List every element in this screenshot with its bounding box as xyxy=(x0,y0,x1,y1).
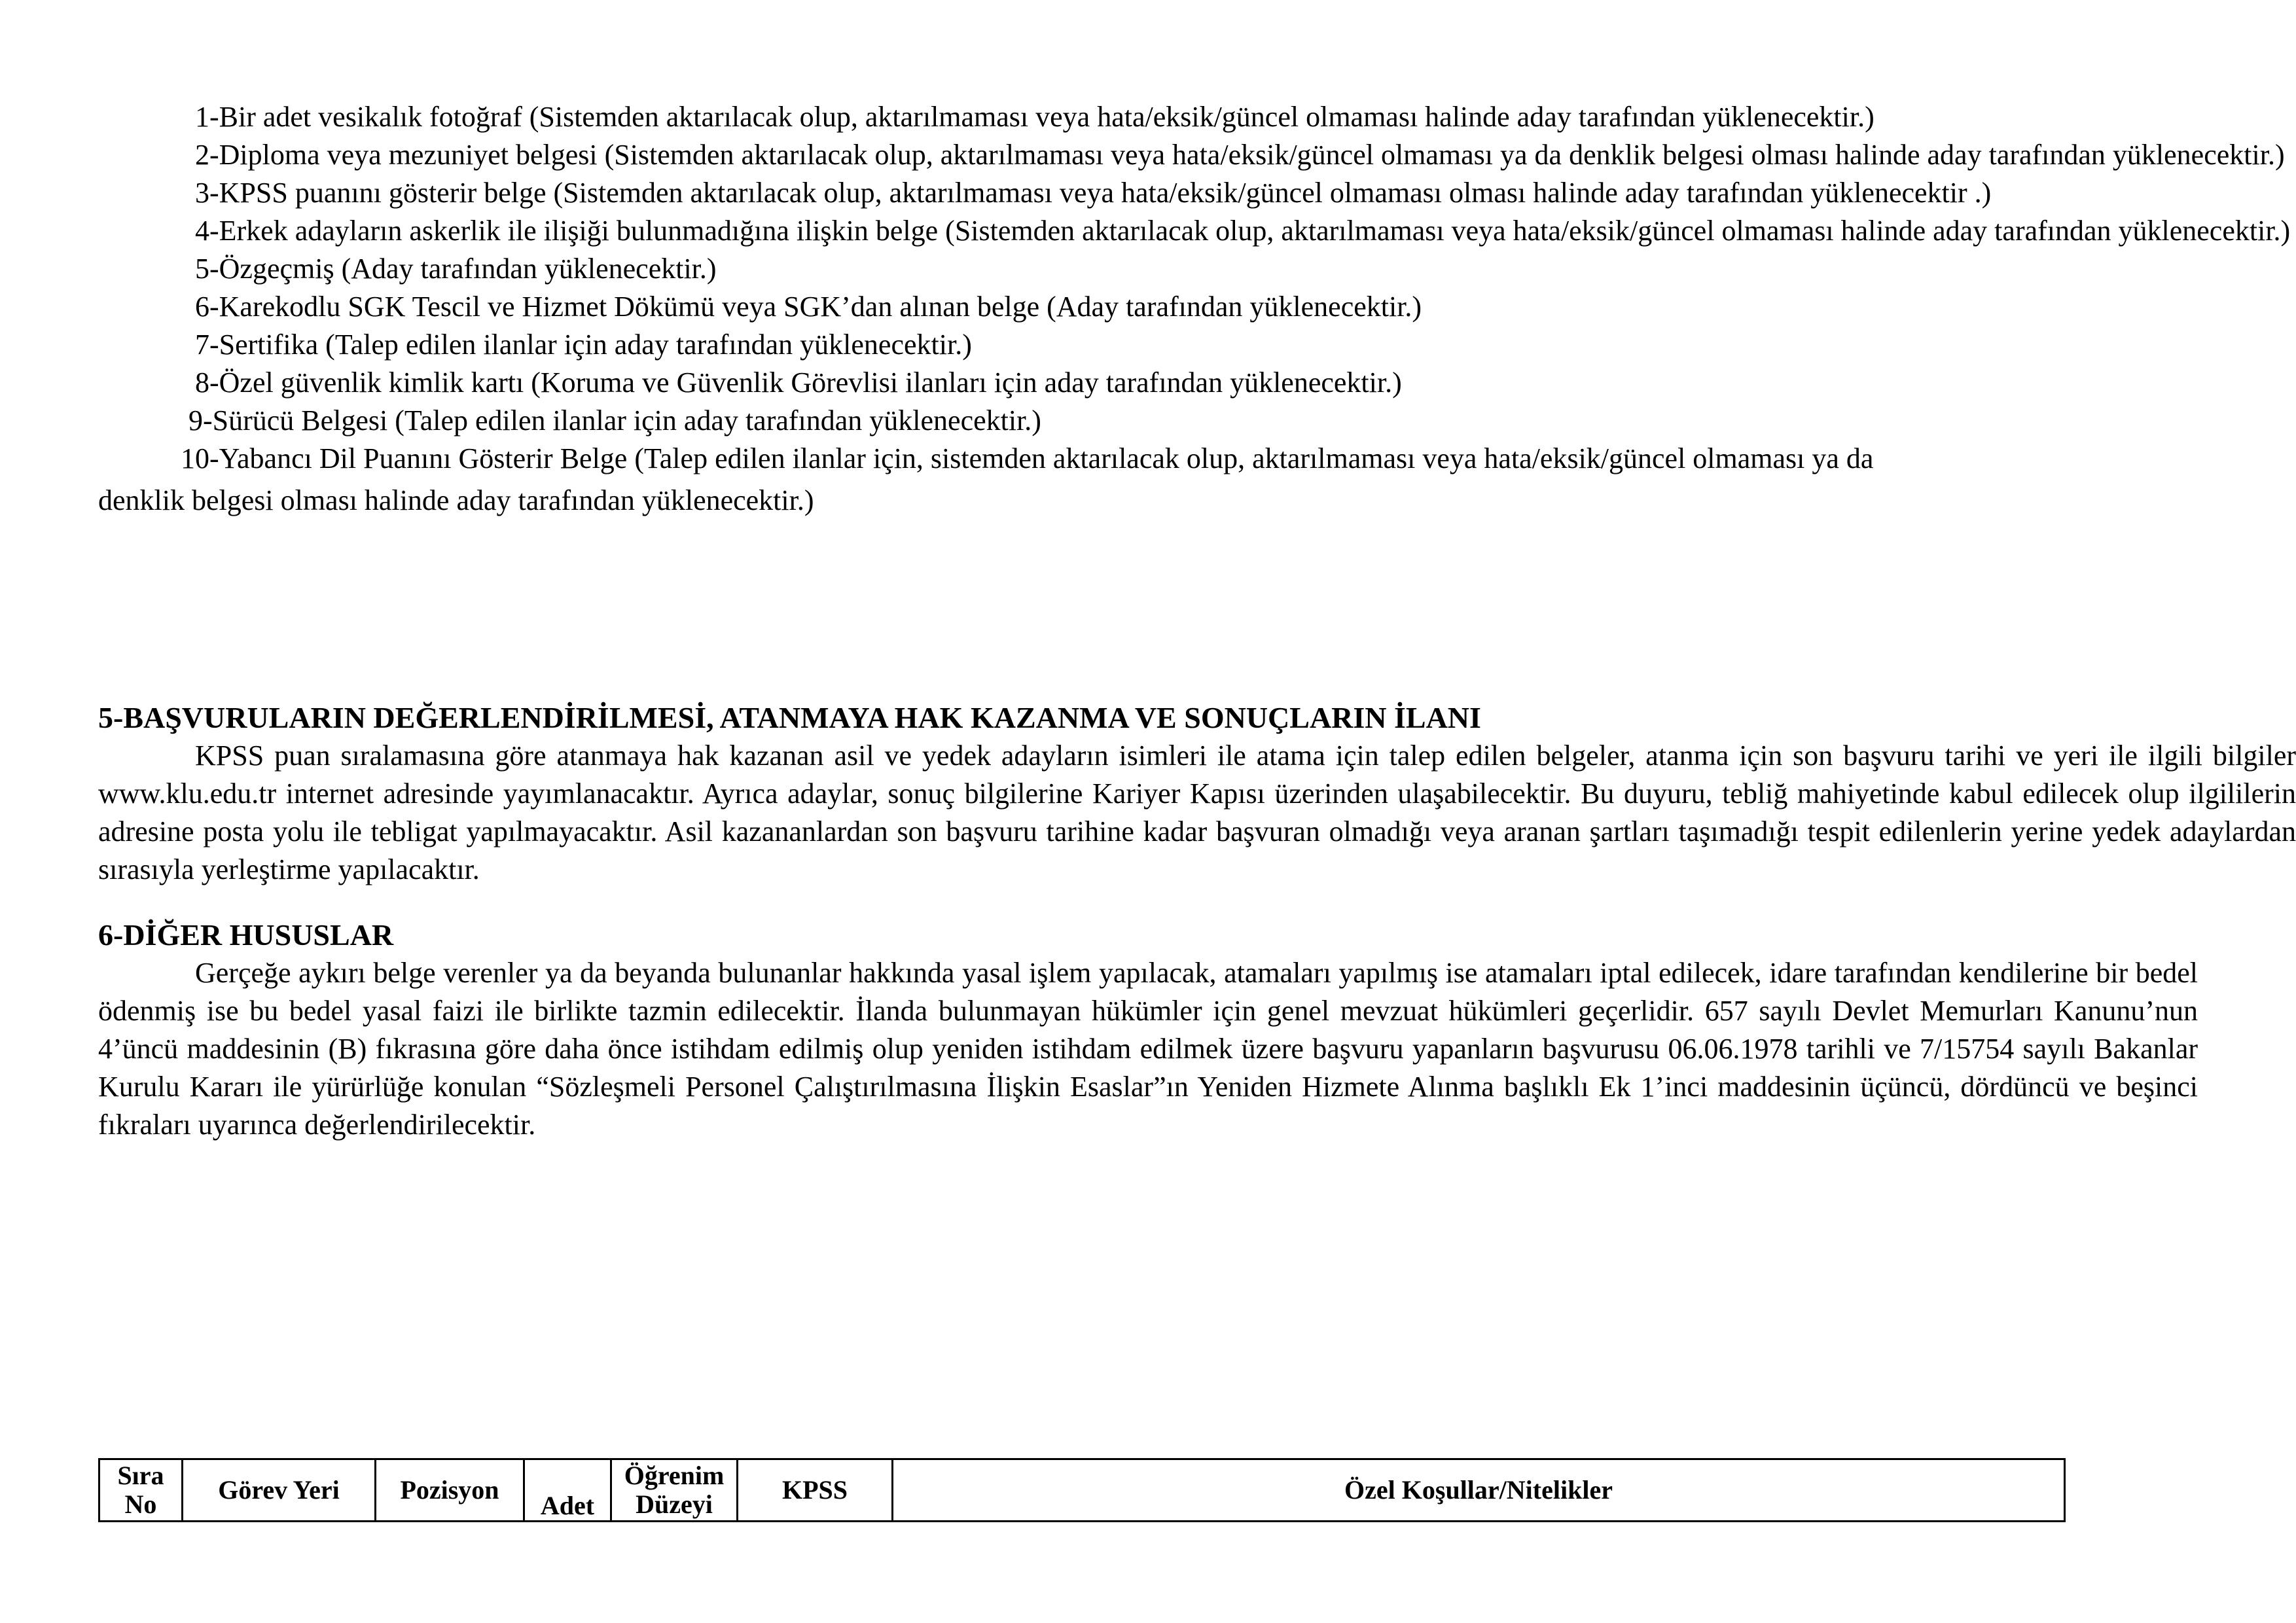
table-header-row xyxy=(99,1459,2065,1522)
header-ogrenim-duzeyi: Öğrenim Düzeyi xyxy=(611,1459,738,1522)
header-gorev-yeri: Görev Yeri xyxy=(183,1459,376,1522)
header-adet: Adet xyxy=(524,1459,611,1522)
document-item-4: 4-Erkek adayların askerlik ile ilişiği bulunmadığına ilişkin belge (Sistemden aktarılacak olup, aktarılmaması veya hata/eksik/güncel olmaması halinde aday tarafından yüklenecektir.) xyxy=(195,215,2291,247)
positions-table xyxy=(98,1458,2066,1522)
section-6-heading: 6-DİĞER HUSUSLAR xyxy=(98,918,394,952)
section-5-heading: 5-BAŞVURULARIN DEĞERLENDİRİLMESİ, ATANMAYA HAK KAZANMA VE SONUÇLARIN İLANI xyxy=(98,701,1481,734)
document-item-9: 9-Sürücü Belgesi (Talep edilen ilanlar için aday tarafından yüklenecektir.) xyxy=(188,404,1041,437)
document-item-6: 6-Karekodlu SGK Tescil ve Hizmet Dökümü veya SGK’dan alınan belge (Aday tarafından yüklenecektir.) xyxy=(195,291,1422,323)
section-6-body: Gerçeğe aykırı belge verenler ya da beyanda bulunanlar hakkında yasal işlem yapılacak, atamaları yapılmış ise atamaları iptal edilecek, idare tarafından kendilerine bir bedel ödenmiş ise bu bedel yasal faizi ile birlikte tazmin edilecektir. İlanda bulunmayan hükümler için genel mevzuat hükümleri geçerlidir. 657 sayılı Devlet Memurları Kanunu’nun 4’üncü maddesinin (B) fıkrasına göre daha önce istihdam edilmiş olup yeniden istihdam edilmek üzere başvuru yapanların başvurusu 06.06.1978 tarihli ve 7/15754 sayılı Bakanlar Kurulu Kararı ile yürürlüğe konulan “Sözleşmeli Personel Çalıştırılmasına İlişkin Esaslar”ın Yeniden Hizmete Alınma başlıklı Ek 1’inci maddesinin üçüncü, dördüncü ve beşinci fıkraları uyarınca değerlendirilecektir. xyxy=(98,957,2198,1141)
document-item-3: 3-KPSS puanını gösterir belge (Sistemden aktarılacak olup, aktarılmaması veya hata/eksik/güncel olmaması olması halinde aday tarafından yüklenecektir .) xyxy=(195,177,1992,209)
document-item-2: 2-Diploma veya mezuniyet belgesi (Sistemden aktarılacak olup, aktarılmaması veya hata/eksik/güncel olmaması ya da denklik belgesi olması halinde aday tarafından yüklenecektir.) xyxy=(195,139,2285,171)
header-sira-no: Sıra No xyxy=(99,1459,183,1522)
header-pozisyon: Pozisyon xyxy=(376,1459,524,1522)
document-item-7: 7-Sertifika (Talep edilen ilanlar için aday tarafından yüklenecektir.) xyxy=(195,329,972,361)
document-item-5: 5-Özgeçmiş (Aday tarafından yüklenecektir.) xyxy=(195,253,717,285)
document-item-1: 1-Bir adet vesikalık fotoğraf (Sistemden aktarılacak olup, aktarılmaması veya hata/eksik/güncel olmaması halinde aday tarafından yüklenecektir.) xyxy=(195,101,1874,133)
document-item-8: 8-Özel güvenlik kimlik kartı (Koruma ve Güvenlik Görevlisi ilanları için aday tarafından yüklenecektir.) xyxy=(195,366,1402,399)
header-ozel-kosullar: Özel Koşullar/Nitelikler xyxy=(893,1459,2065,1522)
header-kpss: KPSS xyxy=(738,1459,893,1522)
required-documents-list xyxy=(98,98,2296,520)
section-5-body: KPSS puan sıralamasına göre atanmaya hak kazanan asil ve yedek adayların isimleri ile atama için talep edilen belgeler, atanma için son başvuru tarihi ve yeri ile ilgili bilgiler www.klu.edu.tr internet adresinde yayımlanacaktır. Ayrıca adaylar, sonuç bilgilerine Kariyer Kapısı üzerinden ulaşabilecektir. Bu duyuru, tebliğ mahiyetinde kabul edilecek olup ilgililerin adresine posta yolu ile tebligat yapılmayacaktır. Asil kazananlardan son başvuru tarihine kadar başvuran olmadığı veya aranan şartları taşımadığı tespit edilenlerin yerine yedek adaylardan sırasıyla yerleştirme yapılacaktır. xyxy=(98,740,2296,885)
document-item-10-continuation: denklik belgesi olması halinde aday tarafından yüklenecektir.) xyxy=(98,484,814,516)
document-item-10: 10-Yabancı Dil Puanını Gösterir Belge (Talep edilen ilanlar için, sistemden aktarılacak olup, aktarılmaması veya hata/eksik/güncel olmaması ya da xyxy=(181,442,1874,474)
